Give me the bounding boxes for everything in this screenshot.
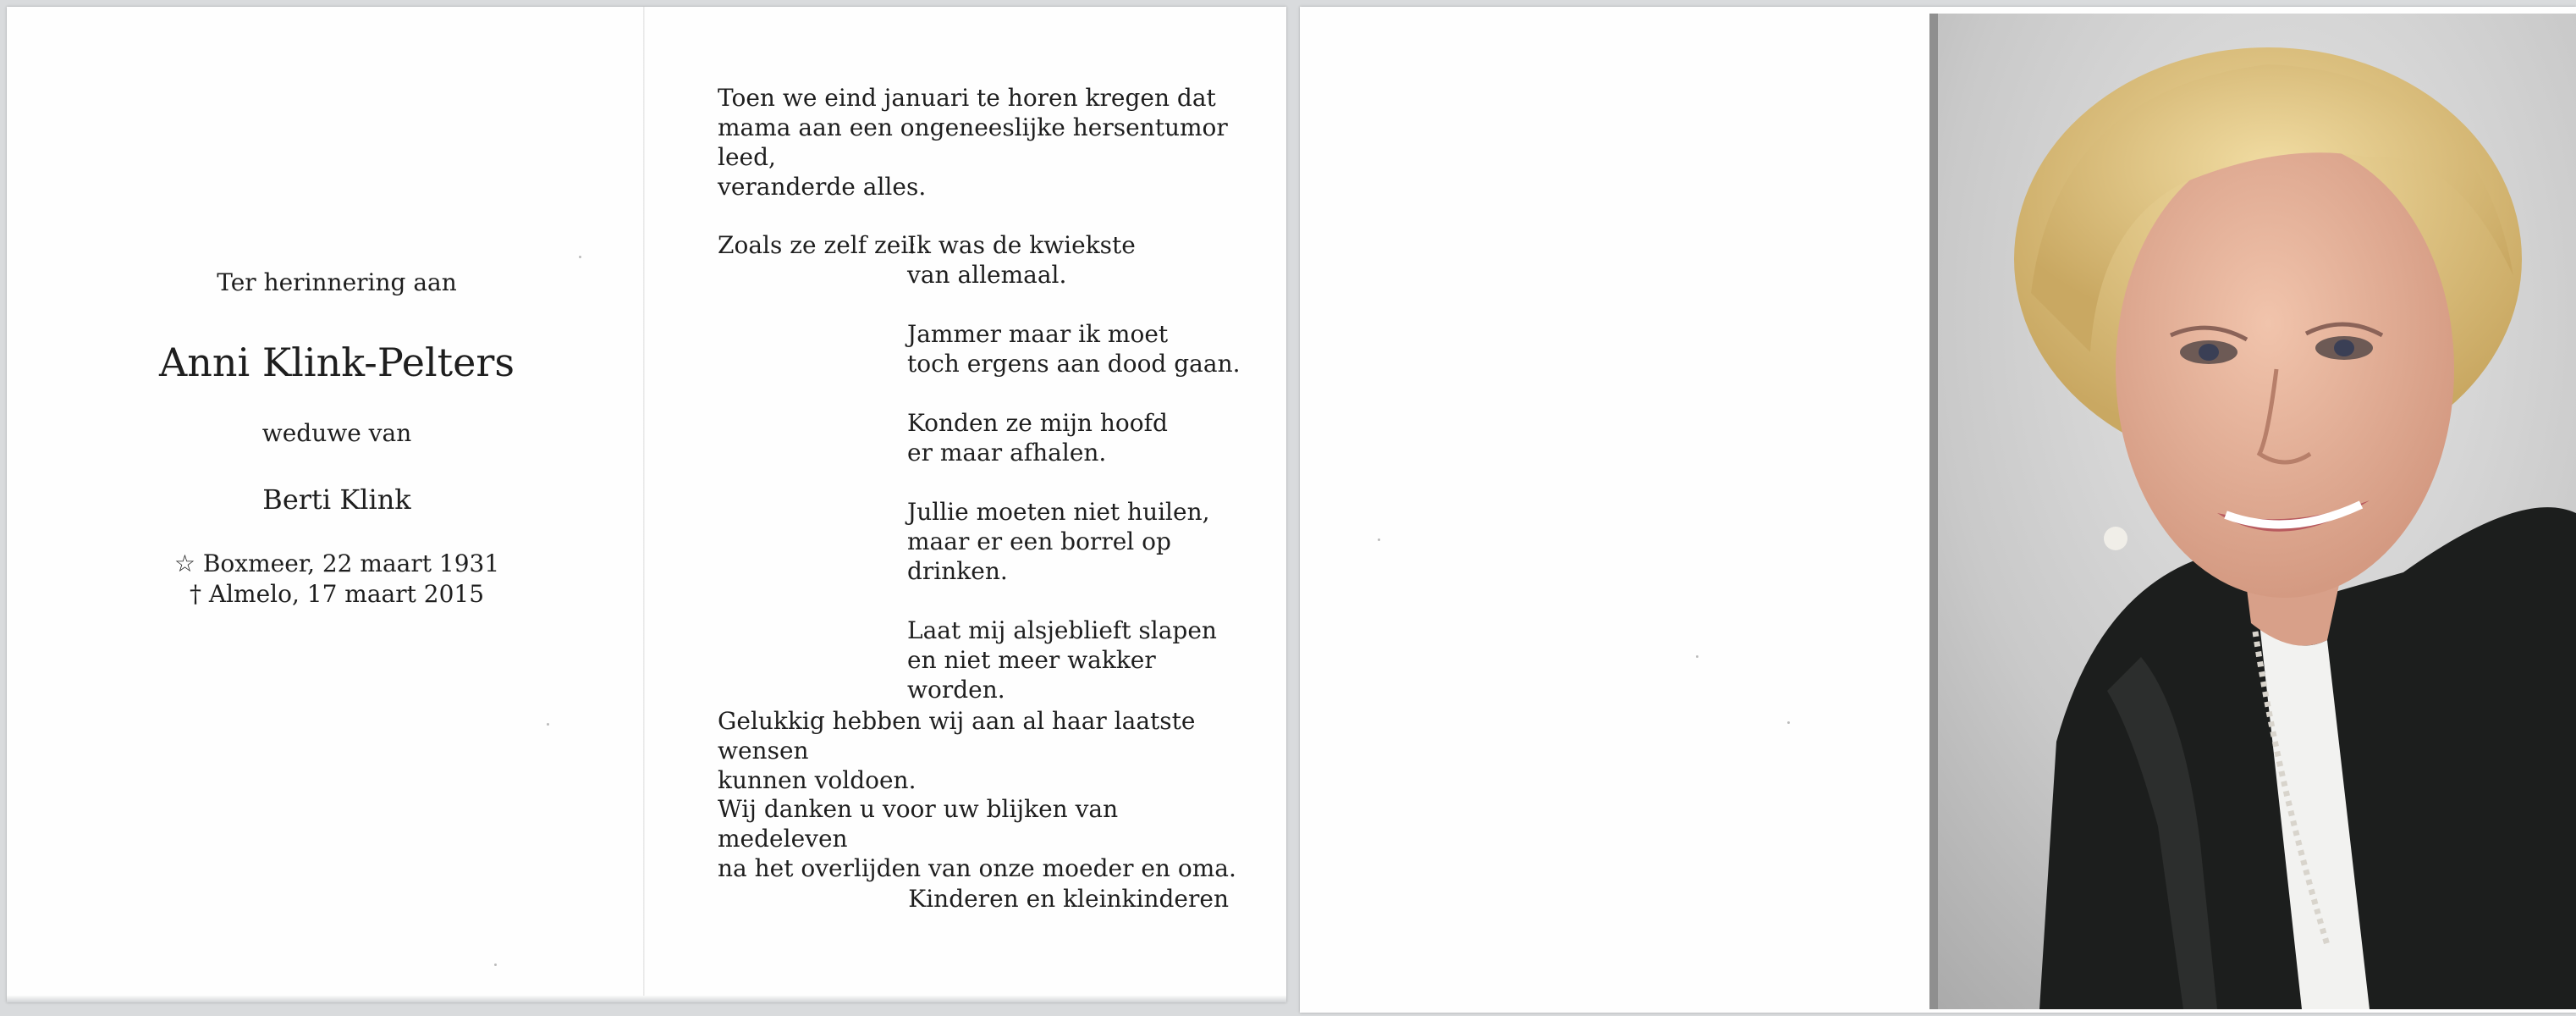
quote-verse [907, 319, 1242, 378]
closing-text-2 [718, 794, 1242, 883]
portrait-drawing [1929, 14, 2576, 1009]
quotes-section [718, 230, 1242, 704]
text-line: maar er een borrel op drinken. [907, 527, 1171, 585]
quotes-list [907, 230, 1242, 704]
text-line: er maar afhalen. [907, 439, 1107, 467]
paper-speck [494, 964, 497, 966]
sheet-edge [7, 996, 1286, 1002]
text-line: van allemaal. [907, 261, 1067, 289]
text-line: Toen we eind januari te horen kregen dat [718, 84, 1216, 112]
paper-speck [579, 256, 581, 258]
text-line: Laat mij alsjeblieft slapen [907, 616, 1217, 644]
quote-label: Zoals ze zelf zei: [718, 231, 916, 259]
card-inner-spread [7, 7, 1286, 1002]
text-line: toch ergens aan dood gaan. [907, 350, 1241, 378]
text-line: Konden ze mijn hoofd [907, 409, 1168, 437]
fold-line [643, 7, 645, 1002]
text-line: Wij danken u voor uw blijken van medeleven [718, 795, 1119, 853]
text-line: en niet meer wakker worden. [907, 646, 1156, 704]
text-line: Jammer maar ik moet [907, 320, 1169, 348]
quote-verse [907, 497, 1242, 586]
spouse-name: Berti Klink [262, 483, 411, 516]
text-line: veranderde alles. [718, 173, 927, 201]
in-memory-label: Ter herinnering aan [217, 268, 457, 296]
text-line: kunnen voldoen. [718, 766, 916, 794]
paper-speck [1696, 655, 1698, 658]
closing-text-1 [718, 706, 1242, 795]
birth-line: ☆ Boxmeer, 22 maart 1931 [173, 549, 500, 577]
signature: Kinderen en kleinkinderen [908, 885, 1229, 913]
death-line: † Almelo, 17 maart 2015 [189, 580, 485, 608]
intro-text [718, 83, 1242, 202]
quote-verse [907, 230, 1242, 290]
text-line: Gelukkig hebben wij aan al haar laatste wensen [718, 707, 1196, 765]
quote-verse [907, 616, 1242, 704]
widow-of-label: weduwe van [261, 419, 412, 447]
text-line: Ik was de kwiekste [907, 231, 1136, 259]
deceased-name: Anni Klink-Pelters [159, 340, 515, 385]
portrait-photo [1929, 14, 2576, 1009]
paper-speck [1378, 538, 1380, 541]
text-line: na het overlijden van onze moeder en oma. [718, 854, 1236, 882]
text-line: Jullie moeten niet huilen, [907, 498, 1210, 526]
paper-speck [547, 723, 549, 726]
text-line: mama aan een ongeneeslijke hersentumor leed, [718, 113, 1228, 171]
quote-verse [907, 408, 1242, 467]
paper-speck [1787, 721, 1790, 724]
